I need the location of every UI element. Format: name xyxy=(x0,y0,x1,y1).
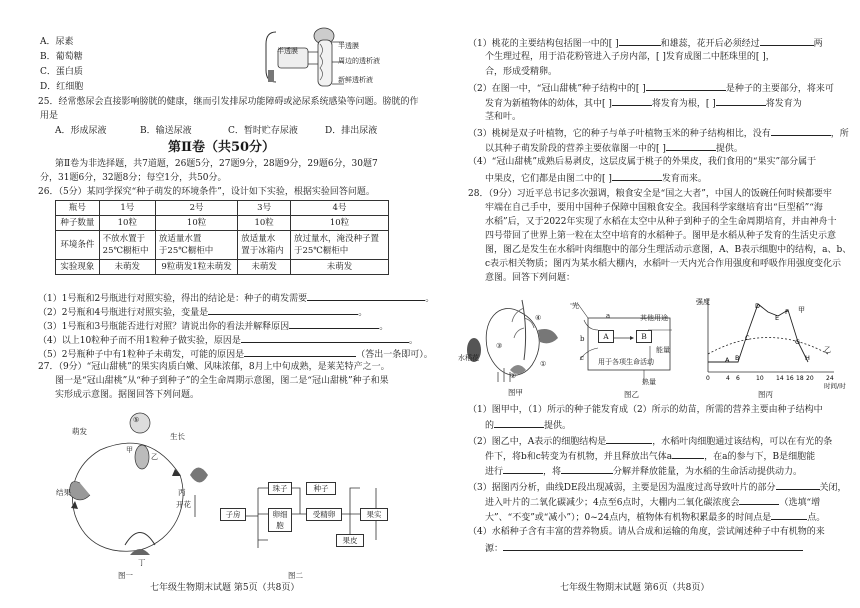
x-tick-label: 18 xyxy=(796,375,804,382)
table-cell: 9粒萌发1粒未萌发 xyxy=(155,260,237,275)
text: ，所 xyxy=(830,129,849,139)
point-label: C xyxy=(745,334,750,342)
fig-bing-caption: 图丙 xyxy=(758,390,773,399)
fig-yi-guang: 光 xyxy=(572,302,579,310)
text: （1）桃花的主要结构包括图一中的[ ] xyxy=(468,39,619,49)
q28-2-line-1 xyxy=(468,434,832,450)
q24-option-a[interactable]: A．尿素 xyxy=(40,37,74,47)
answer-blank[interactable] xyxy=(619,36,661,46)
figure-yi-cell-activity xyxy=(568,300,688,390)
page-footer-left: 七年级生物期末试题 第5页（共8页） xyxy=(150,583,300,593)
fig2-box-guopi: 果皮 xyxy=(336,534,364,547)
text: 件下，将b和c转变为有机物，并且释放出气体a xyxy=(485,452,673,462)
table-cell: 未萌发 xyxy=(99,260,155,275)
fig-jia-n3: ③ xyxy=(496,342,503,350)
q26-item-1: （1）1号瓶和2号瓶进行对照实验，得出的结论是：种子的萌发需要 。 xyxy=(38,291,434,307)
label-ban-tou-mo: 半透膜 xyxy=(277,47,298,55)
fig1-label-wu: ⑤ xyxy=(133,416,140,424)
table-cell: 1号 xyxy=(99,201,155,216)
q27-1-line-3: 合，形成受精卵。 xyxy=(485,67,558,77)
fig-yi-b: b xyxy=(580,335,585,343)
answer-blank[interactable] xyxy=(716,96,766,106)
x-tick-label: 4 xyxy=(726,375,730,382)
q27-1-line-2: 个生理过程，用于沿花粉管进入子房内部，[ ]发育成图二中胚珠里的[ ]， xyxy=(485,52,775,62)
x-tick-label: 0 xyxy=(706,375,710,382)
answer-blank[interactable] xyxy=(606,434,652,444)
series-line-jia xyxy=(708,304,808,362)
fig-jia-n1: ① xyxy=(540,360,547,368)
fig2-caption: 图二 xyxy=(288,571,303,580)
fig2-box-shoujingluan: 受精卵 xyxy=(306,508,342,521)
point-label: E xyxy=(775,314,780,322)
q26-item-3-text: （3）1号瓶和3号瓶能否进行对照？请说出你的看法并解释原因 xyxy=(38,322,290,332)
fig-yi-neng: 能量 xyxy=(656,346,670,354)
section-intro: 第Ⅱ卷为非选择题，共7道题，26题5分，27题9分，28题9分，29题6分，30题7 xyxy=(55,159,378,169)
text: 将发育为根，[ ] xyxy=(651,99,716,109)
table-cell xyxy=(155,231,237,260)
q27-2-line-1 xyxy=(468,81,834,97)
fig-yi-caption: 图乙 xyxy=(624,390,639,399)
text: （选填“增 xyxy=(779,498,821,508)
fig2-box-guoshi: 果实 xyxy=(360,508,388,521)
fig1-label-jia: 甲 xyxy=(126,446,133,454)
text: 以其种子萌发阶段的营养主要依靠图一中的[ ] xyxy=(485,144,666,154)
label-zhou-wei: 周边的透析液 xyxy=(338,57,380,65)
q28-1-line-2 xyxy=(485,418,571,434)
q28-1-line-1: （1）图甲中，（1）所示的种子能发育成（2）所示的幼苗，所需的营养主要由种子结构中 xyxy=(468,405,823,415)
table-cell: 10粒 xyxy=(99,216,155,231)
table-cell: 2号 xyxy=(155,201,237,216)
table-cell: 环境条件 xyxy=(56,231,100,260)
q26-item-5-text: （5）2号瓶种子中有1粒种子未萌发，可能的原因是 xyxy=(38,350,245,360)
text: 分解并释放能量，为水稻的生命活动提供动力。 xyxy=(613,467,803,477)
fig-yi-structure-a: A xyxy=(598,330,614,343)
text: 点。 xyxy=(807,513,826,523)
text: ，水稻叶肉细胞通过该结构，可以在有光的条 xyxy=(652,437,833,447)
table-cell xyxy=(238,231,291,260)
q24-option-d[interactable]: D．红细胞 xyxy=(40,82,84,92)
label-xin-xian: 新鲜透析液 xyxy=(338,76,373,84)
fig1-label-kaihua: 开花 xyxy=(176,500,191,509)
text: 两 xyxy=(813,39,823,49)
text: 中果皮，它们都是由图二中的[ ] xyxy=(485,174,612,184)
answer-blank[interactable] xyxy=(561,464,613,474)
table-cell: 实验现象 xyxy=(56,260,100,275)
table-cell: 瓶号 xyxy=(56,201,100,216)
q26-stem: 26．（5分）某同学探究“种子萌发的环境条件”，设计如下实验，根据实验回答问题。 xyxy=(38,187,375,197)
text: 将发育为 xyxy=(765,99,802,109)
cell-line: 于25℃橱柜中 xyxy=(158,246,214,256)
page-footer-right: 七年级生物期末试题 第6页（共8页） xyxy=(560,583,710,593)
figure-bing-chart xyxy=(692,292,852,392)
q26-item-4-text: （4）以上10粒种子而不用1粒种子做实验，原因是 xyxy=(38,336,241,346)
q27-4-line-2 xyxy=(485,171,707,187)
answer-blank[interactable] xyxy=(307,291,425,301)
q27-stem: 27．（9分）“冠山甜桃”的果实肉质白嫩、风味浓郁，8月上中旬成熟，是莱芜特产之一。 xyxy=(38,362,390,372)
answer-blank[interactable] xyxy=(771,126,831,136)
answer-blank[interactable] xyxy=(672,449,704,459)
text: 提供。 xyxy=(544,421,572,431)
x-tick-label: 14 xyxy=(776,375,784,382)
x-axis-label: 时间/时 xyxy=(824,382,846,390)
fig-yi-structure-b: B xyxy=(636,330,652,343)
table-cell xyxy=(290,231,388,260)
fig1-label-ding: 丁 xyxy=(138,558,146,567)
fig2-box-zifang: 子房 xyxy=(220,508,246,521)
q27-3-line-1 xyxy=(468,126,849,142)
fig1-label-shengzhang: 生长 xyxy=(170,432,185,441)
table-cell: 10粒 xyxy=(238,216,291,231)
y-axis-label: 强度 xyxy=(696,298,710,306)
fig1-label-mengfa: 萌发 xyxy=(72,427,87,436)
answer-blank[interactable] xyxy=(771,510,807,520)
q25-option-a[interactable]: A．形成尿液 xyxy=(55,126,107,136)
q28-stem-7: 意图。回答下列问题： xyxy=(485,273,576,283)
q26-item-1-text: （1）1号瓶和2号瓶进行对照实验，得出的结论是：种子的萌发需要 xyxy=(38,294,308,304)
q28-stem-2: 牢端在自己手中，要用中国种子保障中国粮食安全。我国科学家继培育出“巨型稻”“海 xyxy=(485,203,823,213)
q24-option-b[interactable]: B．葡萄糖 xyxy=(40,52,83,62)
q26-item-4: （4）以上10粒种子而不用1粒种子做实验，原因是 。 xyxy=(38,333,418,349)
fig1-caption: 图一 xyxy=(118,571,133,580)
text: ，在a的参与下，B是细胞能 xyxy=(704,452,816,462)
series-line-yi xyxy=(708,338,828,355)
q28-3-line-2 xyxy=(485,495,820,511)
text: 是种子的主要部分，将来可 xyxy=(725,84,834,94)
text: 大”、“不变”或“减小”）；0~24点内，植物体有机物积累最多的时间点是 xyxy=(485,513,772,523)
q28-3-line-1 xyxy=(468,480,847,496)
point-label: A xyxy=(725,356,730,364)
answer-blank[interactable] xyxy=(208,305,358,315)
q27-stem-3: 实形成示意图。据图回答下列问题。 xyxy=(55,390,200,400)
fig1-label-bing: 丙 xyxy=(178,488,186,497)
text: 和雄蕊，花开后必须经过 xyxy=(660,39,760,49)
q25-stem-2: 用是 xyxy=(40,111,59,121)
table-cell: 种子数量 xyxy=(56,216,100,231)
label-ban-tou-mo-2: 半透膜 xyxy=(338,42,359,50)
table-cell xyxy=(99,231,155,260)
point-label: H xyxy=(805,354,810,362)
q25-stem: 25．经常憋尿会直接影响膀胱的健康，继而引发排尿功能障碍或泌尿系统感染等问题。膀胱的作 xyxy=(38,97,419,107)
cell-line: 放过量水，淹没种子置 xyxy=(293,234,379,244)
fig-jia-n2: ② xyxy=(510,372,517,380)
answer-blank[interactable] xyxy=(503,464,543,474)
cell-line: 于25℃橱柜中 xyxy=(293,246,349,256)
cell-line: 不放水置于 xyxy=(102,234,146,244)
q26-item-3: （3）1号瓶和3号瓶能否进行对照？请说出你的看法并解释原因 。 xyxy=(38,319,388,335)
q27-stem-2: 图一是“冠山甜桃”从“种子到种子”的全生命周期示意图，图二是“冠山甜桃”种子和果 xyxy=(55,376,389,386)
answer-blank[interactable] xyxy=(612,171,662,181)
answer-blank[interactable] xyxy=(776,480,820,490)
cell-line: 放适量水置 xyxy=(158,234,202,244)
table-cell: 10粒 xyxy=(290,216,388,231)
q26-item-2: （2）2号瓶和4号瓶进行对照实验，变量是 。 xyxy=(38,305,367,321)
q27-3-line-2 xyxy=(485,141,743,157)
answer-blank[interactable] xyxy=(244,347,356,357)
point-label: B xyxy=(735,354,740,362)
x-tick-label: 10 xyxy=(756,375,764,382)
q28-4-line-2 xyxy=(485,541,803,557)
series-label-jia: 甲 xyxy=(798,306,805,314)
q24-option-c[interactable]: C．蛋白质 xyxy=(40,67,83,77)
figure-1-life-cycle xyxy=(40,405,220,565)
table-cell: 10粒 xyxy=(155,216,237,231)
x-tick-label: 6 xyxy=(736,375,740,382)
answer-blank[interactable] xyxy=(241,333,409,343)
answer-blank[interactable] xyxy=(612,96,652,106)
text: （2）图乙中，A表示的细胞结构是 xyxy=(468,437,607,447)
q28-2-line-2 xyxy=(485,449,815,465)
text: 关闭， xyxy=(819,483,847,493)
q25-option-c[interactable]: C．暂时贮存尿液 xyxy=(228,126,298,136)
q28-stem-5: 图，图乙是发生在水稻叶肉细胞中的部分生理活动示意图，A、B表示细胞中的结构，a、b、 xyxy=(485,245,852,255)
answer-blank[interactable] xyxy=(646,81,726,91)
section-intro-2: 分，31题6分，32题8分；每空1分，共50分。 xyxy=(40,173,227,183)
fig-jia-n4: ④ xyxy=(535,314,542,322)
text: 的 xyxy=(485,421,495,431)
text: 进行 xyxy=(485,467,504,477)
x-tick-label: 24 xyxy=(826,375,834,382)
q26-item-2-text: （2）2号瓶和4号瓶进行对照实验，变量是 xyxy=(38,308,209,318)
x-tick-label: 20 xyxy=(806,375,814,382)
answer-blank[interactable] xyxy=(289,319,379,329)
cell-line: 放适量水 xyxy=(241,234,276,244)
answer-blank[interactable] xyxy=(760,36,814,46)
answer-blank[interactable] xyxy=(739,495,779,505)
fig2-box-jizi: 卵细胞 xyxy=(268,508,292,532)
text: （2）在图一中，“冠山甜桃”种子结构中的[ ] xyxy=(468,84,646,94)
answer-blank[interactable] xyxy=(666,141,716,151)
cell-line: 置于冰箱内 xyxy=(241,246,284,256)
q25-option-d[interactable]: D．排出尿液 xyxy=(325,126,378,136)
q28-2-line-3 xyxy=(485,464,802,480)
text: （3）桃树是双子叶植物，它的种子与单子叶植物玉米的种子结构相比，没有 xyxy=(468,129,771,139)
answer-blank[interactable] xyxy=(503,541,803,551)
q28-stem-4: 四号带回了世界上第一粒在太空中培育的水稻种子。图甲是水稻从种子发育的生活史示意 xyxy=(485,231,837,241)
series-label-yi: 乙 xyxy=(824,346,831,354)
fig-yi-c: c xyxy=(580,354,584,362)
experiment-table xyxy=(55,200,389,275)
fig2-box-zhongzi: 种子 xyxy=(306,482,336,495)
text: （3）据图丙分析，曲线DE段出现减弱，主要是因为温度过高导致叶片的部分 xyxy=(468,483,776,493)
x-tick-label: 16 xyxy=(786,375,794,382)
q28-stem-6: c表示相关物质；图丙为某水稻大棚内，水稻叶一天内光合作用强度和呼吸作用强度变化示 xyxy=(485,259,842,269)
q27-2-line-3: 茎和叶。 xyxy=(485,112,522,122)
text: 源： xyxy=(485,544,504,554)
point-label: D xyxy=(755,302,761,310)
table-cell: 3号 xyxy=(238,201,291,216)
q26-item-5-tail: （答出一条即可）。 xyxy=(356,350,433,360)
table-cell: 未萌发 xyxy=(290,260,388,275)
fig-jia-caption: 图甲 xyxy=(508,388,523,397)
text: 进入叶片的二氧化碳减少；4点至6点时，大棚内二氧化碳浓度会 xyxy=(485,498,740,508)
point-label: G xyxy=(795,338,801,346)
fig1-label-yi: 乙 xyxy=(151,453,158,461)
q27-4-line-1: （4）“冠山甜桃”成熟后易剥皮，这层皮属于桃子的外果皮，我们食用的“果实”部分属于 xyxy=(468,157,817,167)
q25-option-b[interactable]: B．输送尿液 xyxy=(140,126,192,136)
fig-yi-re: 热量 xyxy=(642,378,656,386)
q28-3-line-3 xyxy=(485,510,825,526)
answer-blank[interactable] xyxy=(494,418,544,428)
q28-stem-1: 28．（9分）习近平总书记多次强调，粮食安全是“国之大者”，中国人的饭碗任何时候都要牢 xyxy=(468,189,832,199)
section-title: 第Ⅱ卷（共50分） xyxy=(168,140,276,155)
q28-4-line-1: （4）水稻种子含有丰富的营养物质。请从合成和运输的角度，尝试阐述种子中有机物的来 xyxy=(468,527,825,537)
q28-stem-3: 水稻”后，又于2022年实现了水稻在太空中从种子到种子的全生命周期培育，并由神舟十 xyxy=(485,217,837,227)
text: 发育而来。 xyxy=(661,174,707,184)
page-6 xyxy=(430,0,860,608)
q27-1-line-1 xyxy=(468,36,823,52)
text: 提供。 xyxy=(715,144,743,154)
text: ，将 xyxy=(543,467,562,477)
point-label: F xyxy=(785,308,789,316)
table-cell: 4号 xyxy=(290,201,388,216)
text: 发育为新植物体的幼体，其中[ ] xyxy=(485,99,612,109)
fig2-box-zhuzi: 珠子 xyxy=(268,482,292,495)
fig-jia-label-shuidaohua: 水稻花 xyxy=(458,354,479,362)
cell-line: 25℃橱柜中 xyxy=(102,246,149,256)
fig-yi-yong: 用于各项生命活动 xyxy=(598,358,654,366)
fig-yi-qita: 其他用途 xyxy=(640,314,668,322)
fig1-label-jieguo: 结果 xyxy=(56,488,71,497)
table-cell: 未萌发 xyxy=(238,260,291,275)
q27-2-line-2 xyxy=(485,96,802,112)
fig-yi-a: a xyxy=(606,312,611,320)
